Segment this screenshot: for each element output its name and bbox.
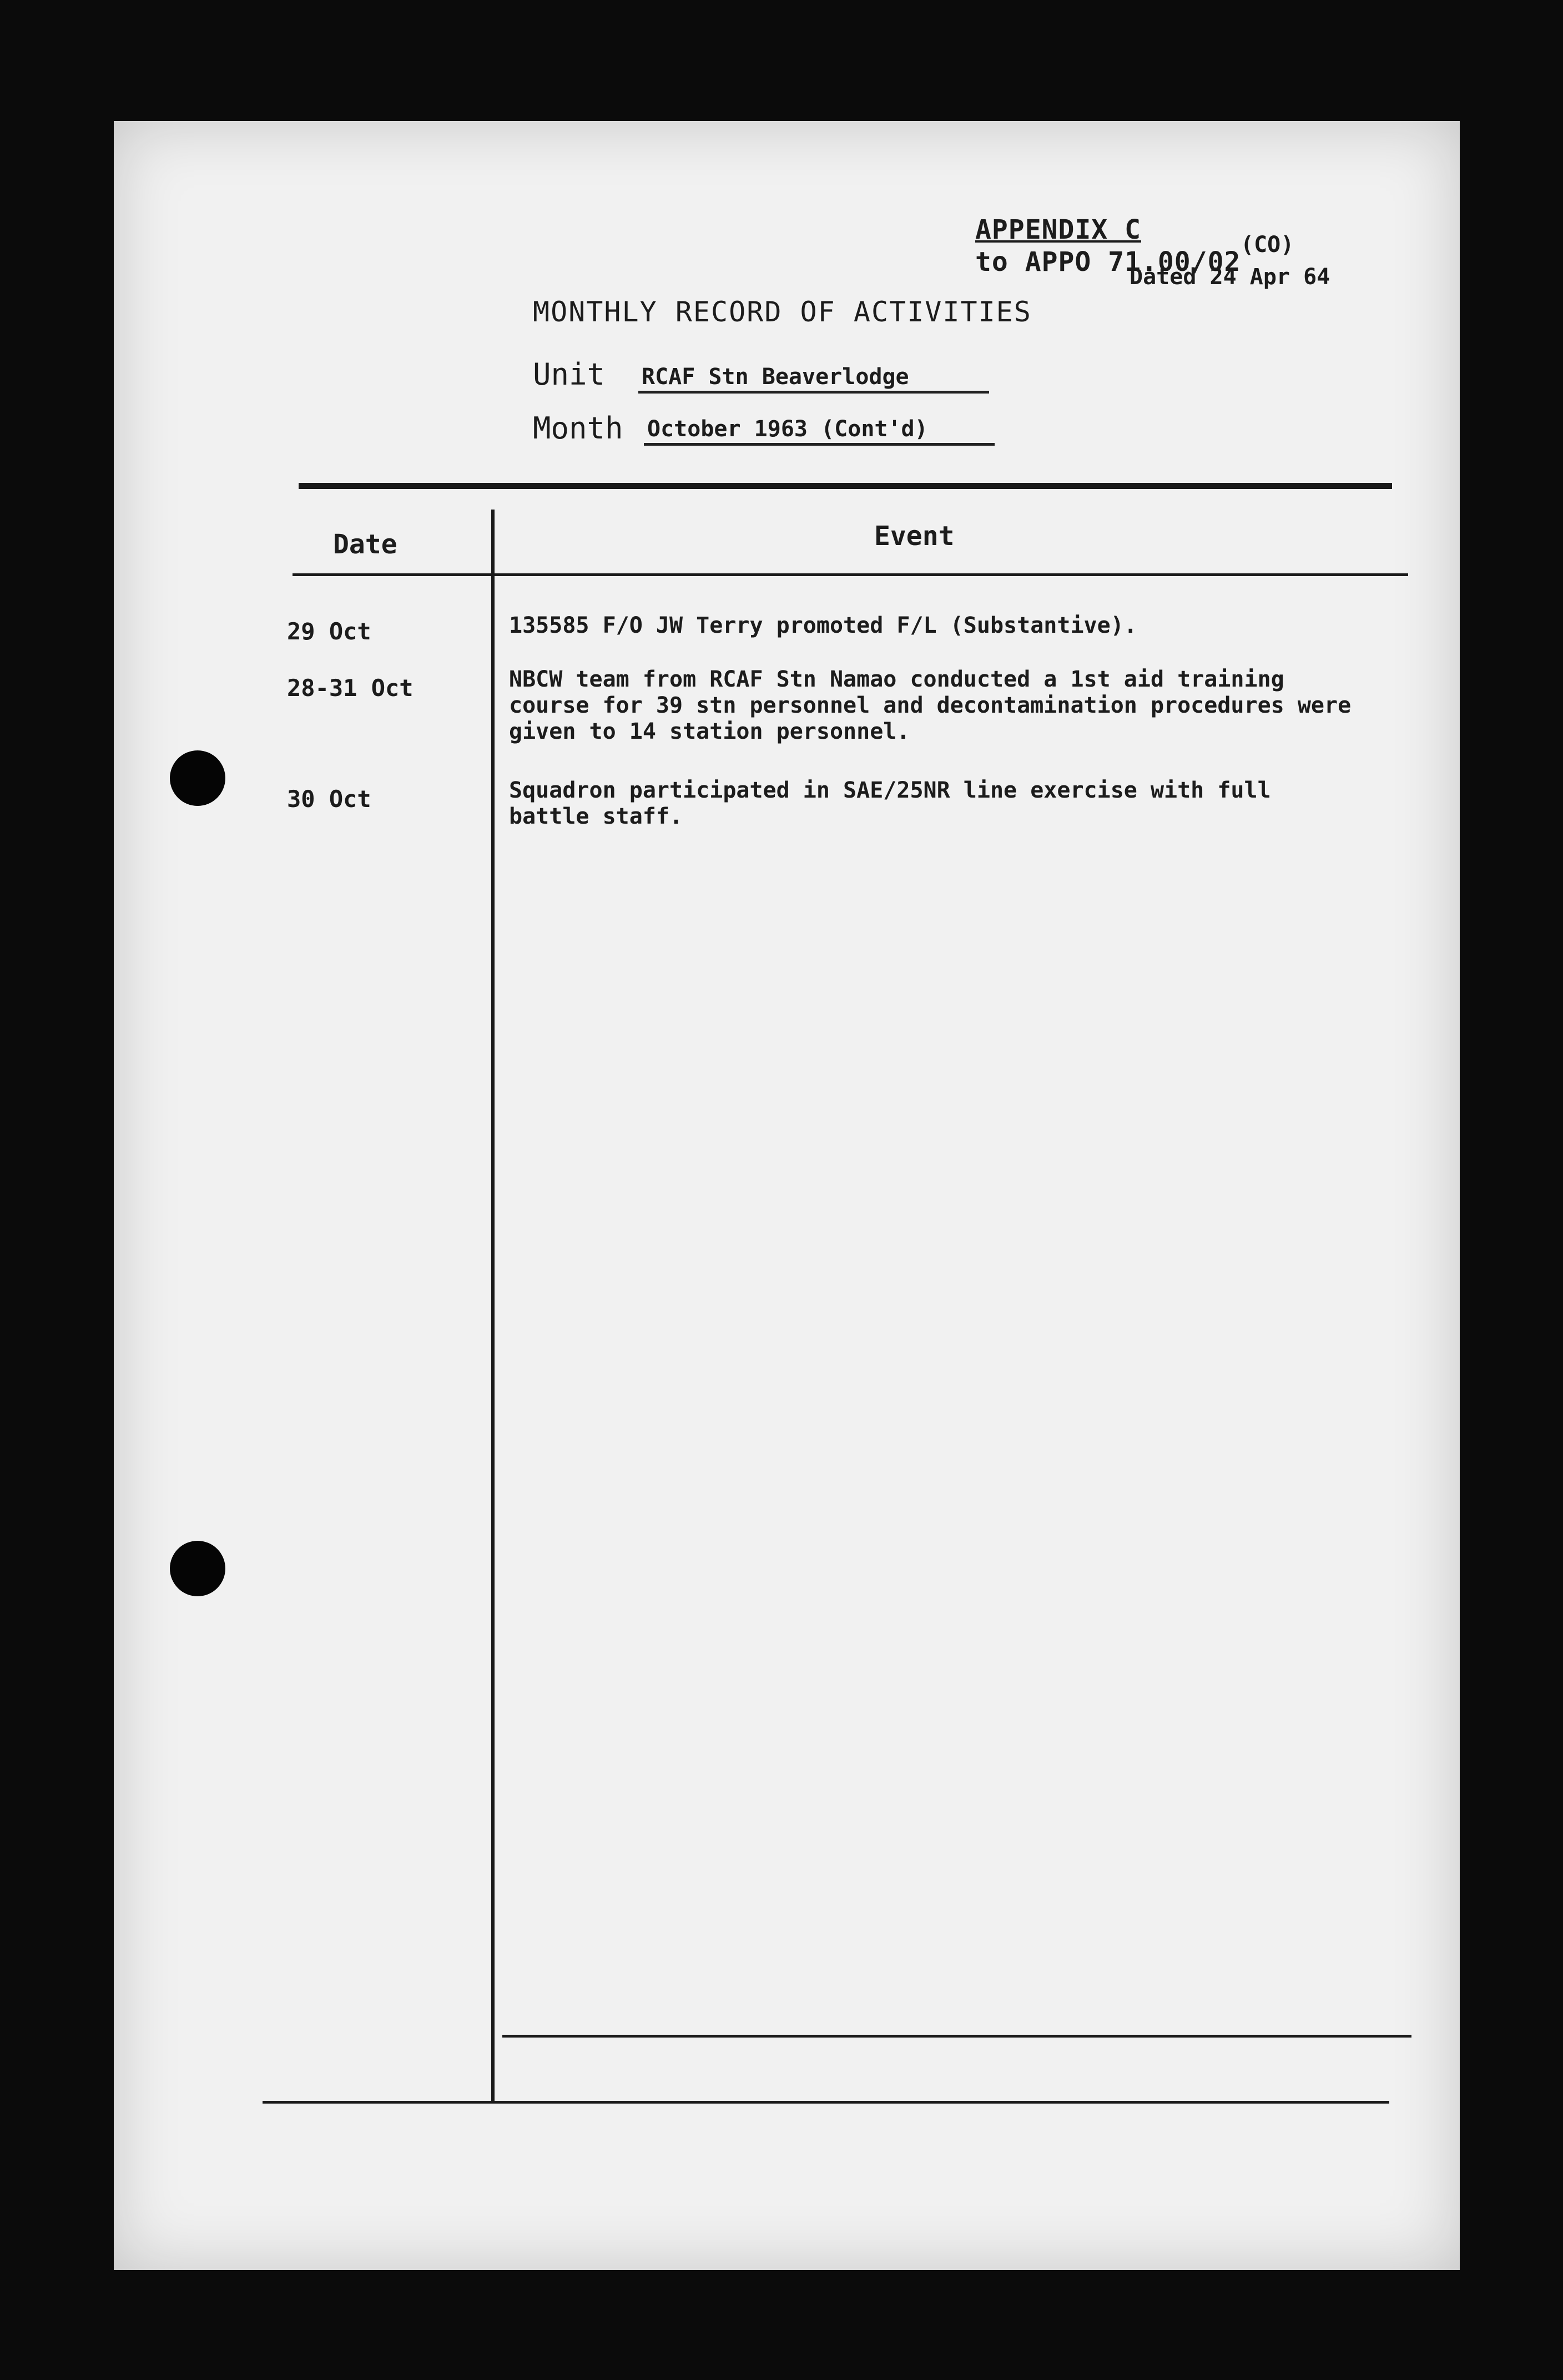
event-column-header: Event — [874, 521, 955, 552]
table-inner-bottom-rule — [502, 2035, 1411, 2038]
month-label: Month — [533, 411, 623, 446]
table-row-event: Squadron participated in SAE/25NR line exercise with full battle staff. — [509, 778, 1271, 829]
table-row-event: NBCW team from RCAF Stn Namao conducted a 1st aid training course for 39 stn personnel and decontamination procedures were given to 14 station personnel. — [509, 667, 1352, 744]
appendix-date: Dated 24 Apr 64 — [1130, 264, 1330, 290]
appendix-code: (CO) — [1241, 232, 1294, 258]
punch-hole — [170, 1541, 225, 1596]
month-value: October 1963 (Cont'd) — [644, 416, 995, 446]
form-title: MONTHLY RECORD OF ACTIVITIES — [533, 296, 1032, 328]
table-row-date: 28-31 Oct — [287, 674, 414, 702]
table-bottom-rule — [263, 2101, 1389, 2104]
table-top-rule — [299, 483, 1392, 489]
appendix-file-number: to APPO 71.00/02 — [975, 246, 1241, 278]
punch-hole — [170, 750, 225, 806]
unit-label: Unit — [533, 357, 606, 392]
table-header-rule — [293, 573, 1408, 576]
date-column-header: Date — [333, 529, 397, 560]
table-column-divider — [491, 510, 495, 2101]
document-page — [114, 121, 1460, 2270]
table-row-date: 30 Oct — [287, 785, 371, 813]
table-row-date: 29 Oct — [287, 618, 371, 645]
table-row-event: 135585 F/O JW Terry promoted F/L (Substantive). — [509, 613, 1137, 638]
unit-value: RCAF Stn Beaverlodge — [638, 364, 989, 394]
appendix-reference: APPENDIX C — [975, 214, 1141, 245]
